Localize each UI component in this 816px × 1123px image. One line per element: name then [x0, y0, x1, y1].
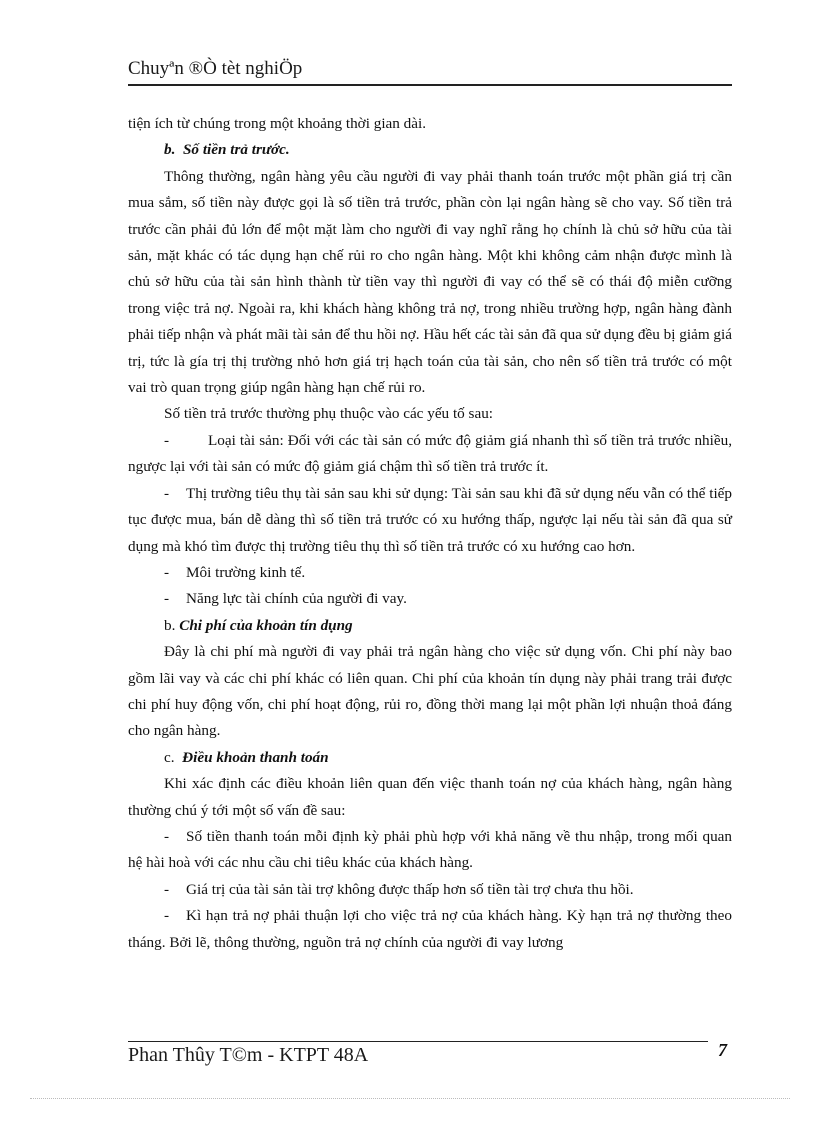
bullet-dash: - — [164, 827, 170, 845]
list-item: - Môi trường kinh tế. — [128, 560, 732, 586]
bullet-dash: - — [164, 907, 170, 925]
header-divider — [128, 84, 732, 86]
section-title: Số tiền trả trước. — [182, 141, 290, 159]
paragraph-1: Thông thường, ngân hàng yêu cầu người đi vay phải thanh toán trước một phần giá trị cần mua sắm, số tiền này được gọi là số tiền trả trước, phần còn lại ngân hàng sẽ cho vay. Số tiền trả trước cần phải đủ lớn để một mặt làm cho người đi vay nghĩ rằng họ chính là chủ sở hữu của tài sản, mặt khác có tác dụng hạn chế rủi ro cho ngân hàng. Một khi không cảm nhận được mình là chủ sở hữu của tài sản hình thành từ tiền vay thì người đi vay có thể sẽ có thái độ miễn cưỡng trong việc trả nợ. Ngoài ra, khi khách hàng không trả nợ, trong nhiều trường hợp, ngân hàng đành phải tiếp nhận và phát mãi tài sản để thu hồi nợ. Hầu hết các tài sản đã qua sử dụng đều bị giảm giá trị, tức là gía trị thị trường nhỏ hơn giá trị hạch toán của tài sản, cho nên số tiền trả trước có một vai trò quan trọng giúp ngân hàng hạn chế rủi ro. — [128, 167, 732, 397]
paragraph-4: Khi xác định các điều khoản liên quan đến việc thanh toán nợ của khách hàng, ngân hàng thường chú ý tới một số vấn đề sau: — [128, 775, 732, 819]
section-prefix: b. — [164, 141, 176, 159]
section-title: Điều khoản thanh toán — [182, 748, 329, 766]
bullet-dash: - — [164, 563, 170, 581]
page-number: 7 — [718, 1040, 727, 1060]
section-prefix: c. — [164, 748, 175, 766]
section-title: Chi phí của khoản tín dụng — [179, 616, 353, 634]
list-item: - Loại tài sản: Đối với các tài sản có mức độ giảm giá nhanh thì số tiền trả trước nhiều, ngược lại với tài sản có mức độ giảm giá chậm thì số tiền trả trước ít. — [128, 428, 732, 481]
section-heading-so-tien-tra-truoc — [164, 137, 732, 163]
list-item: - Kì hạn trả nợ phải thuận lợi cho việc trả nợ của khách hàng. Kỳ hạn trả nợ thường theo tháng. Bởi lẽ, thông thường, nguồn trả nợ chính của người đi vay lương — [128, 903, 732, 956]
list-item: - Năng lực tài chính của người đi vay. — [128, 586, 732, 612]
list-item: - Thị trường tiêu thụ tài sản sau khi sử dụng: Tài sản sau khi đã sử dụng nếu vẫn có thể tiếp tục được mua, bán dễ dàng thì số tiền trả trước có xu hướng thấp, ngược lại nếu tài sản đã qua sử dụng mà khó tìm được thị trường tiêu thụ thì số tiền trả trước có xu hướng cao hơn. — [128, 481, 732, 560]
section-heading-dieu-khoan — [164, 745, 732, 771]
footer-author: Phan Thûy T©m - KTPT 48A — [128, 1044, 369, 1066]
footer-divider — [128, 1041, 708, 1042]
page-bottom-border — [30, 1098, 790, 1099]
paragraph-2: Số tiền trả trước thường phụ thuộc vào các yếu tố sau: — [164, 405, 494, 423]
section-prefix: b. — [164, 616, 176, 634]
document-header — [128, 58, 732, 82]
intro-paragraph: tiện ích từ chúng trong một khoảng thời gian dài. — [128, 115, 427, 132]
document-body — [128, 111, 732, 956]
bullet-dash: - — [164, 880, 170, 898]
bullet-dash: - — [164, 431, 170, 449]
header-title: Chuyªn ®Ò tèt nghiÖp — [128, 58, 303, 79]
bullet-dash: - — [164, 484, 170, 502]
section-heading-chi-phi — [164, 613, 732, 639]
paragraph-3: Đây là chi phí mà người đi vay phải trả ngân hàng cho việc sử dụng vốn. Chi phí này bao gồm lãi vay và các chi phí khác có liên quan. Chi phí của khoản tín dụng này phải trang trải được chi phí huy động vốn, chi phí hoạt động, rủi ro, đồng thời mang lại một phần lợi nhuận thoả đáng cho ngân hàng. — [128, 643, 732, 740]
list-item: - Số tiền thanh toán mỗi định kỳ phải phù hợp với khả năng về thu nhập, trong mối quan hệ hài hoà với các nhu cầu chi tiêu khác của khách hàng. — [128, 824, 732, 877]
bullet-dash: - — [164, 590, 170, 608]
list-item: - Giá trị của tài sản tài trợ không được thấp hơn số tiền tài trợ chưa thu hồi. — [128, 877, 732, 903]
